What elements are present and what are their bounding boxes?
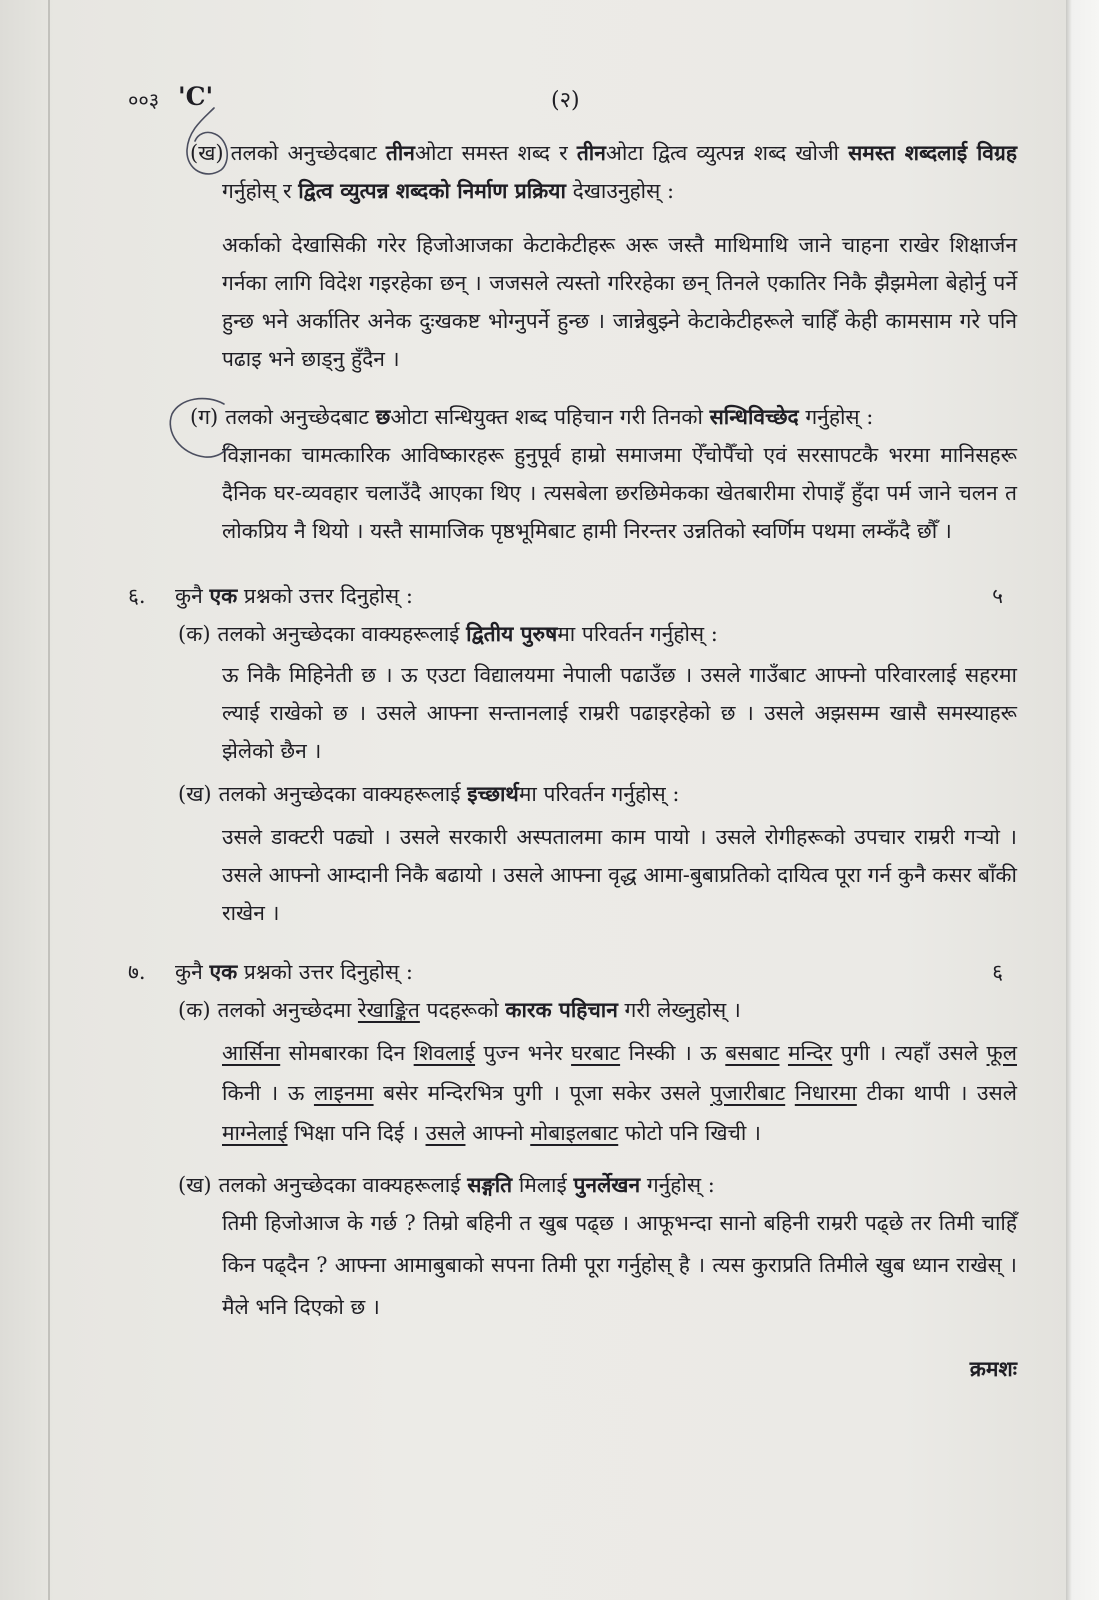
text-run: पुज्न भनेर — [475, 1041, 572, 1065]
passage: उसले डाक्टरी पढ्यो । उसले सरकारी अस्पतालमा काम पायो । उसले रोगीहरूको उपचार राम्ररी गर्‍यो । उसले आफ्नो आम्दानी निकै बढायो । उसले आफ्ना वृद्ध आमा-बुबाप्रतिको दायित्व पूरा गर्न कुनै कसर बाँकी राखेन । — [222, 825, 1017, 925]
underlined-word: बसबाट — [725, 1041, 780, 1065]
passage: ऊ निकै मिहिनेती छ । ऊ एउटा विद्यालयमा नेपाली पढाउँछ । उसले गाउँबाट आफ्नो परिवारलाई सहरमा ल्याई राखेको छ । उसले आफ्ना सन्तानलाई राम्ररी पढाइरहेको छ । उसले अझसम्म खासै समस्याहरू झेलेको छैन । — [222, 663, 1017, 763]
instruction — [190, 134, 1017, 210]
instruction-text — [218, 622, 718, 646]
question-marks: ५ — [992, 584, 1003, 608]
question-number: ७. — [128, 960, 146, 984]
text-run: बसेर मन्दिरभित्र पुगी । पूजा सकेर उसले — [373, 1081, 711, 1105]
text-run: तलको अनुच्छेदबाट — [230, 141, 386, 165]
bold-text: एक — [209, 959, 238, 984]
bold-text: सन्धिविच्छेद — [709, 404, 799, 429]
instruction — [190, 398, 1017, 436]
text-run: पुगी । त्यहाँ उसले — [832, 1041, 987, 1065]
text-run: मिलाई — [512, 1173, 574, 1197]
text-run: तलको अनुच्छेदबाट — [225, 405, 376, 429]
bold-text: द्वितीय पुरुष — [466, 621, 558, 646]
underlined-word: निधारमा — [794, 1081, 857, 1105]
bold-text: एक — [209, 583, 238, 608]
text-run: तलको अनुच्छेदमा — [217, 998, 358, 1022]
passage — [222, 1033, 1017, 1153]
bold-text: तीन — [385, 140, 415, 165]
text-run: किनी । ऊ — [222, 1081, 314, 1105]
subquestion-label: (ग) — [190, 405, 219, 429]
question-6-ka — [178, 615, 1017, 653]
subquestion-label: (क) — [178, 622, 211, 646]
instruction-text — [222, 141, 1017, 203]
underlined-word: रेखाङ्कित — [357, 998, 420, 1022]
scan-margin — [1066, 0, 1099, 1600]
instruction-text — [219, 782, 680, 806]
text-run — [779, 1041, 787, 1065]
text-run: फोटो पनि खिची । — [618, 1121, 761, 1145]
text-run: गरी लेख्नुहोस् । — [617, 998, 741, 1022]
underlined-word: मोबाइलबाट — [530, 1121, 619, 1145]
continued-note: क्रमशः — [969, 1356, 1017, 1381]
bold-text: सङ्गति — [467, 1172, 513, 1197]
bold-text: समस्त शब्दलाई विग्रह — [848, 140, 1017, 165]
text-run: देखाउनुहोस् : — [565, 179, 675, 203]
text-run: ओटा सन्धियुक्त शब्द पहिचान गरी तिनको — [390, 405, 710, 429]
bold-text: पुनर्लेखन — [573, 1172, 641, 1197]
passage: विज्ञानका चामत्कारिक आविष्कारहरू हुनुपूर्व हाम्रो समाजमा ऐँचोपैँचो एवं सरसापटकै भरमा मानिसहरू दैनिक घर-व्यवहार चलाउँदै आएका थिए । त्यसबेला छरछिमेकका खेतबारीमा रोपाइँ हुँदा पर्म जाने चलन त लोकप्रिय नै थियो । यस्तै सामाजिक पृष्ठभूमिबाट हामी निरन्तर उन्नतिको स्वर्णिम पथमा लम्कँदै छौँ । — [222, 443, 1017, 543]
text-run: कुनै — [175, 584, 210, 608]
underlined-word: आर्सिना — [222, 1041, 281, 1065]
instruction — [178, 991, 1017, 1029]
bold-text: इच्छार्थ — [467, 781, 519, 806]
subquestion-label: (क) — [178, 998, 211, 1022]
text-run: तलको अनुच्छेदका वाक्यहरूलाई — [218, 782, 468, 806]
question-7-kha — [178, 1166, 1017, 1204]
paper-set: 'C' — [178, 82, 214, 111]
text-run: गर्नुहोस् र — [222, 179, 299, 203]
question-prompt — [175, 960, 413, 984]
question-7-ka — [178, 991, 1017, 1029]
underlined-word: घरबाट — [571, 1041, 621, 1065]
question-7-heading — [128, 953, 1017, 991]
text-run: तलको अनुच्छेदका वाक्यहरूलाई — [217, 622, 467, 646]
question-6-kha — [178, 775, 1017, 813]
subquestion-label: (ख) — [178, 1173, 212, 1197]
question-marks: ६ — [992, 960, 1003, 984]
text-run: तलको अनुच्छेदका वाक्यहरूलाई — [218, 1173, 468, 1197]
text-run: आफ्नो — [465, 1121, 531, 1145]
text-run: टीका थापी । उसले — [856, 1081, 1017, 1105]
text-run: प्रश्नको उत्तर दिनुहोस् : — [237, 960, 413, 984]
question-5-kha — [190, 134, 1017, 210]
underlined-word: फूल — [986, 1041, 1017, 1065]
underlined-word: पुजारीबाट — [710, 1081, 786, 1105]
paper-code: ००३ — [128, 88, 160, 112]
question-prompt — [175, 584, 413, 608]
text-run: निस्की । ऊ — [620, 1041, 726, 1065]
text-run: प्रश्नको उत्तर दिनुहोस् : — [237, 584, 413, 608]
instruction — [178, 1166, 1017, 1204]
question-6-heading — [128, 577, 1017, 615]
text-run: कुनै — [175, 960, 210, 984]
subquestion-label: (ख) — [190, 141, 224, 165]
passage: अर्काको देखासिकी गरेर हिजोआजका केटाकेटीहरू अरू जस्तै माथिमाथि जाने चाहना राखेर शिक्षार्जन गर्नका लागि विदेश गइरहेका छन् । जजसले त्यस्तो गरिरहेका छन् तिनले एकातिर निकै झैझमेला बेहोर्नु पर्ने हुन्छ भने अर्कातिर अनेक दुःखकष्ट भोग्नुपर्ने हुन्छ । जान्नेबुझ्ने केटाकेटीहरूले चाहिँ केही कामसाम गरे पनि पढाइ भने छाड्नु हुँदैन । — [222, 233, 1017, 371]
instruction — [178, 615, 1017, 653]
page-number: (२) — [551, 88, 580, 113]
text-run: सोमबारका दिन — [280, 1041, 414, 1065]
instruction-text — [225, 405, 873, 429]
underlined-word: लाइनमा — [313, 1081, 374, 1105]
instruction — [178, 775, 1017, 813]
bold-text: छ — [375, 404, 391, 429]
bold-text: कारक पहिचान — [505, 997, 618, 1022]
text-run: भिक्षा पनि दिई । — [287, 1121, 426, 1145]
text-run: मा परिवर्तन गर्नुहोस् : — [557, 622, 718, 646]
text-run: मा परिवर्तन गर्नुहोस् : — [518, 782, 680, 806]
underlined-word: उसले — [425, 1121, 466, 1145]
passage: तिमी हिजोआज के गर्छ ? तिम्रो बहिनी त खुब पढ्छ । आफूभन्दा सानो बहिनी राम्ररी पढ्छे तर तिमी चाहिँ किन पढ्दैन ? आफ्ना आमाबुबाको सपना तिमी पूरा गर्नुहोस् है । त्यस कुराप्रति तिमीले खुब ध्यान राखेस् । मैले भनि दिएको छ । — [222, 1211, 1018, 1319]
instruction-text — [219, 1173, 715, 1197]
underlined-word: माग्नेलाई — [222, 1121, 288, 1145]
subquestion-label: (ख) — [178, 782, 212, 806]
text-run: ओटा द्वित्व व्युत्पन्न शब्द खोजी — [605, 141, 849, 165]
text-run: गर्नुहोस् : — [798, 405, 874, 429]
text-run: ओटा समस्त शब्द र — [414, 141, 577, 165]
underlined-word: शिवलाई — [413, 1041, 476, 1065]
question-number: ६. — [128, 584, 146, 608]
text-run — [785, 1081, 795, 1105]
bold-text: तीन — [576, 140, 606, 165]
text-run: गर्नुहोस् : — [640, 1173, 715, 1197]
question-5-ga — [190, 398, 1017, 436]
bold-text: द्वित्व व्युत्पन्न शब्दको निर्माण प्रक्रिया — [298, 178, 566, 203]
instruction-text — [218, 998, 741, 1022]
text-run: पदहरूको — [419, 998, 506, 1022]
underlined-word: मन्दिर — [787, 1041, 833, 1065]
